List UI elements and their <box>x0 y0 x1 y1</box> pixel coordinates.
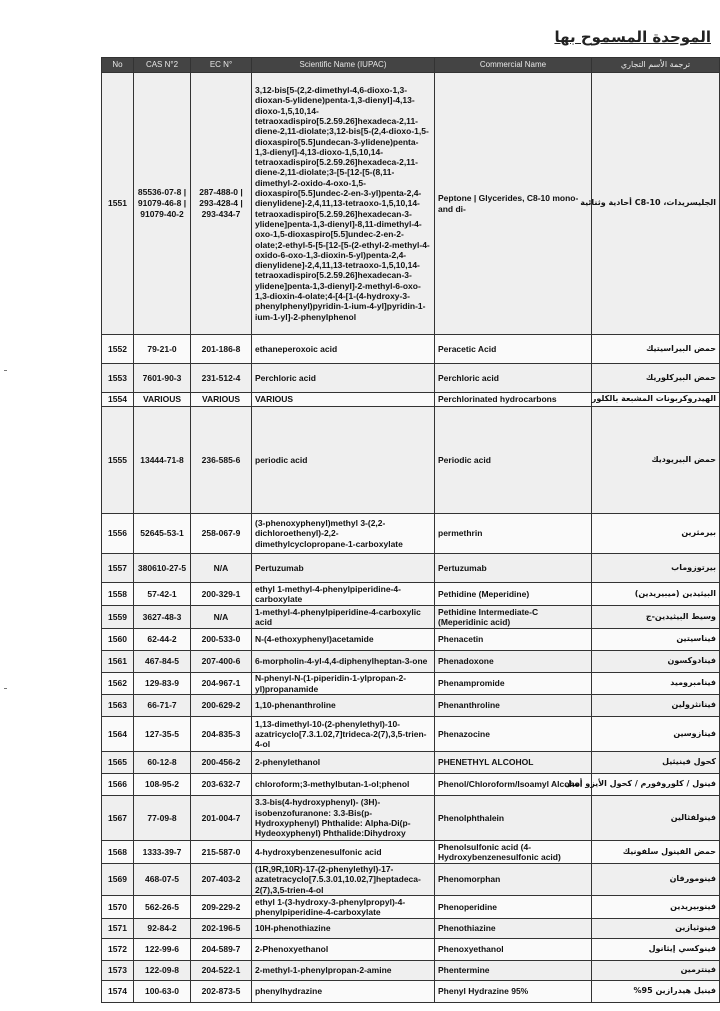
table-cell-scientific-name: 1-methyl-4-phenylpiperidine-4-carboxylic acid <box>252 606 435 629</box>
table-row <box>102 796 720 841</box>
table-cell-ec: 200-629-2 <box>191 695 252 717</box>
table-cell-scientific-name: 3,12-bis[5-(2,2-dimethyl-4,6-dioxo-1,3-dioxan-5-ylidene)penta-1,3-dienyl]-4,13-dioxo-1,5,10,14-tetraoxadispiro[5.2.59.26]hexadeca-2,11-diene-2,11-diolate;3,12-bis[5-(2,4-dioxo-1,5-dioxaspiro[5.5]undecan-3-ylidene)penta-1,3-dienyl]-4,13-dioxo-1,5,10,14-tetraoxadispiro[5.2.59.26]hexadeca-2,11-diene-2,11-diolate;3-[5-[12-[5-(8,11-dimethyl-2-oxido-4-oxo-1,5-dioxaspiro[5.5]undec-2-en-3-yl)penta-2,4-dienylidene]-2,4,11,13-tetraoxo-1,5,10,14-tetraoxadispiro[5.2.59.26]hexadecan-3-ylidene]penta-1,3-dienyl]-8,11-dimethyl-4-oxo-1,5-dioxaspiro[5.5]undec-2-en-2-olate;2-ethyl-5-[5-[12-[5-(2-ethyl-2-methyl-4-oxido-6-oxo-1,3-dioxin-5-yl)penta-2,4-dienylidene]-2,4,11,13-tetraoxo-1,5,10,14-tetraoxadispiro[5.2.59.26]hexadecan-3-ylidene]penta-1,3-dienyl]-2-methyl-6-oxo-1,3-dioxin-4-olate;4-[4-[1-(4-hydroxy-3-phenylphenyl)pyridin-1-ium-4-yl]pyridin-1-ium-1-yl]-2-phenylphenol <box>252 73 435 335</box>
table-cell-arabic-name: فينترمين <box>592 961 720 981</box>
table-cell-no: 1557 <box>102 554 134 583</box>
table-cell-cas: 122-09-8 <box>134 961 191 981</box>
table-cell-ec: 204-835-3 <box>191 717 252 752</box>
table-row <box>102 673 720 695</box>
table-cell-scientific-name: 4-hydroxybenzenesulfonic acid <box>252 841 435 864</box>
table-cell-no: 1552 <box>102 335 134 364</box>
table-cell-arabic-name: فينول / كلوروفورم / كحول الأيزو أميل <box>592 774 720 796</box>
table-cell-cas: 85536-07-8 | 91079-46-8 | 91079-40-2 <box>134 73 191 335</box>
table-cell-arabic-name: فينازوسين <box>592 717 720 752</box>
table-cell-commercial-name: Phenomorphan <box>435 864 592 896</box>
table-cell-commercial-name: Phenol/Chloroform/Isoamyl Alcohol <box>435 774 592 796</box>
table-cell-no: 1558 <box>102 583 134 606</box>
table-cell-no: 1556 <box>102 514 134 554</box>
table-cell-arabic-name: الجليسريدات، C8-10 أحادية وثنائية <box>592 73 720 335</box>
table-cell-commercial-name: Phenolsulfonic acid (4-Hydroxybenzenesulfonic acid) <box>435 841 592 864</box>
table-cell-scientific-name: phenylhydrazine <box>252 981 435 1003</box>
table-cell-commercial-name: Phenacetin <box>435 629 592 651</box>
table-cell-cas: 7601-90-3 <box>134 364 191 393</box>
table-cell-arabic-name: حمض البيركلوريك <box>592 364 720 393</box>
table-cell-ec: 201-004-7 <box>191 796 252 841</box>
table-cell-scientific-name: 2-methyl-1-phenylpropan-2-amine <box>252 961 435 981</box>
table-cell-cas: 60-12-8 <box>134 752 191 774</box>
table-cell-no: 1564 <box>102 717 134 752</box>
table-cell-ec: N/A <box>191 606 252 629</box>
table-cell-scientific-name: 10H-phenothiazine <box>252 919 435 939</box>
margin-mark <box>4 370 7 371</box>
table-cell-commercial-name: PHENETHYL ALCOHOL <box>435 752 592 774</box>
page-title: الموحدة المسموح بها <box>554 28 711 46</box>
table-cell-ec: 236-585-6 <box>191 407 252 514</box>
table-cell-commercial-name: Phenothiazine <box>435 919 592 939</box>
table-cell-arabic-name: فينوثيازين <box>592 919 720 939</box>
table-row <box>102 841 720 864</box>
table-row <box>102 606 720 629</box>
table-cell-scientific-name: 2-Phenoxyethanol <box>252 939 435 961</box>
table-cell-no: 1569 <box>102 864 134 896</box>
margin-mark <box>4 688 7 689</box>
table-cell-scientific-name: Perchloric acid <box>252 364 435 393</box>
table-cell-commercial-name: Phenoperidine <box>435 896 592 919</box>
table-cell-cas: 13444-71-8 <box>134 407 191 514</box>
table-cell-no: 1561 <box>102 651 134 673</box>
table-cell-commercial-name: Phenampromide <box>435 673 592 695</box>
table-cell-arabic-name: البيثيدين (ميبيريدين) <box>592 583 720 606</box>
table-cell-commercial-name: Peracetic Acid <box>435 335 592 364</box>
table-cell-cas: 57-42-1 <box>134 583 191 606</box>
table-cell-ec: 258-067-9 <box>191 514 252 554</box>
table-cell-scientific-name: periodic acid <box>252 407 435 514</box>
column-header-scientific-name: Scientific Name (IUPAC) <box>252 58 435 73</box>
table-cell-commercial-name: Perchlorinated hydrocarbons <box>435 393 592 407</box>
table-cell-no: 1560 <box>102 629 134 651</box>
table-cell-cas: 3627-48-3 <box>134 606 191 629</box>
table-cell-arabic-name: بيرمثرين <box>592 514 720 554</box>
table-cell-ec: 204-589-7 <box>191 939 252 961</box>
table-cell-cas: 562-26-5 <box>134 896 191 919</box>
substances-table <box>101 57 720 1003</box>
table-cell-cas: 467-84-5 <box>134 651 191 673</box>
table-cell-ec: 231-512-4 <box>191 364 252 393</box>
table-cell-cas: 79-21-0 <box>134 335 191 364</box>
table-cell-commercial-name: Phenyl Hydrazine 95% <box>435 981 592 1003</box>
table-row <box>102 752 720 774</box>
table-cell-arabic-name: فينانثرولين <box>592 695 720 717</box>
table-cell-no: 1574 <box>102 981 134 1003</box>
table-cell-ec: 203-632-7 <box>191 774 252 796</box>
table-cell-no: 1571 <box>102 919 134 939</box>
table-cell-ec: 202-873-5 <box>191 981 252 1003</box>
table-cell-scientific-name: N-(4-ethoxyphenyl)acetamide <box>252 629 435 651</box>
column-header-commercial-name: Commercial Name <box>435 58 592 73</box>
table-cell-ec: 200-329-1 <box>191 583 252 606</box>
table-cell-cas: 129-83-9 <box>134 673 191 695</box>
table-cell-no: 1570 <box>102 896 134 919</box>
table-row <box>102 939 720 961</box>
table-cell-arabic-name: كحول فينيثيل <box>592 752 720 774</box>
table-cell-cas: 108-95-2 <box>134 774 191 796</box>
table-header-row <box>102 58 720 73</box>
table-cell-scientific-name: 1,13-dimethyl-10-(2-phenylethyl)-10-azatricyclo[7.3.1.02,7]trideca-2(7),3,5-trien-4-ol <box>252 717 435 752</box>
table-row <box>102 717 720 752</box>
table-cell-no: 1567 <box>102 796 134 841</box>
table-cell-arabic-name: فينولفثالين <box>592 796 720 841</box>
table-cell-commercial-name: Pethidine (Meperidine) <box>435 583 592 606</box>
table-row <box>102 407 720 514</box>
table-cell-commercial-name: Pertuzumab <box>435 554 592 583</box>
table-cell-commercial-name: Phenoxyethanol <box>435 939 592 961</box>
table-cell-commercial-name: Phenolphthalein <box>435 796 592 841</box>
table-cell-cas: 122-99-6 <box>134 939 191 961</box>
table-row <box>102 651 720 673</box>
table-cell-arabic-name: فينوكسي إيثانول <box>592 939 720 961</box>
table-cell-cas: 468-07-5 <box>134 864 191 896</box>
table-cell-cas: 77-09-8 <box>134 796 191 841</box>
table-cell-no: 1551 <box>102 73 134 335</box>
table-cell-arabic-name: حمض البيريوديك <box>592 407 720 514</box>
table-cell-no: 1563 <box>102 695 134 717</box>
table-cell-scientific-name: 1,10-phenanthroline <box>252 695 435 717</box>
table-cell-no: 1559 <box>102 606 134 629</box>
table-cell-scientific-name: ethyl 1-(3-hydroxy-3-phenylpropyl)-4-phenylpiperidine-4-carboxylate <box>252 896 435 919</box>
table-cell-no: 1555 <box>102 407 134 514</box>
table-cell-cas: 62-44-2 <box>134 629 191 651</box>
table-cell-cas: 127-35-5 <box>134 717 191 752</box>
table-cell-scientific-name: 6-morpholin-4-yl-4,4-diphenylheptan-3-one <box>252 651 435 673</box>
table-cell-commercial-name: permethrin <box>435 514 592 554</box>
table-cell-ec: N/A <box>191 554 252 583</box>
table-row <box>102 695 720 717</box>
table-row <box>102 364 720 393</box>
table-cell-ec: 204-522-1 <box>191 961 252 981</box>
table-cell-ec: 201-186-8 <box>191 335 252 364</box>
table-row <box>102 981 720 1003</box>
table-cell-commercial-name: Phentermine <box>435 961 592 981</box>
table-cell-ec: 209-229-2 <box>191 896 252 919</box>
table-cell-cas: 1333-39-7 <box>134 841 191 864</box>
table-cell-arabic-name: وسيط البيثيدين-ج <box>592 606 720 629</box>
column-header-arabic-name: ترجمة الأسم التجاري <box>592 58 720 73</box>
table-cell-no: 1562 <box>102 673 134 695</box>
table-cell-cas: 380610-27-5 <box>134 554 191 583</box>
table-row <box>102 393 720 407</box>
table-cell-commercial-name: Pethidine Intermediate-C (Meperidinic acid) <box>435 606 592 629</box>
table-cell-ec: 202-196-5 <box>191 919 252 939</box>
table-cell-no: 1572 <box>102 939 134 961</box>
table-cell-ec: VARIOUS <box>191 393 252 407</box>
table-cell-scientific-name: (3-phenoxyphenyl)methyl 3-(2,2-dichloroethenyl)-2,2-dimethylcyclopropane-1-carboxylate <box>252 514 435 554</box>
table-row <box>102 864 720 896</box>
table-row <box>102 554 720 583</box>
table-cell-arabic-name: فينومورفان <box>592 864 720 896</box>
table-cell-arabic-name: فينيل هيدرازين 95% <box>592 981 720 1003</box>
table-cell-arabic-name: فينادوكسون <box>592 651 720 673</box>
table-cell-cas: 100-63-0 <box>134 981 191 1003</box>
table-row <box>102 919 720 939</box>
table-cell-ec: 207-400-6 <box>191 651 252 673</box>
table-cell-commercial-name: Peptone | Glycerides, C8-10 mono-and di- <box>435 73 592 335</box>
table-cell-ec: 287-488-0 | 293-428-4 | 293-434-7 <box>191 73 252 335</box>
table-cell-commercial-name: Perchloric acid <box>435 364 592 393</box>
table-row <box>102 774 720 796</box>
table-cell-scientific-name: 2-phenylethanol <box>252 752 435 774</box>
table-cell-scientific-name: ethyl 1-methyl-4-phenylpiperidine-4-carboxylate <box>252 583 435 606</box>
table-cell-arabic-name: بيرتوزوماب <box>592 554 720 583</box>
table-cell-scientific-name: (1R,9R,10R)-17-(2-phenylethyl)-17-azatetracyclo[7.5.3.01,10.02,7]heptadeca-2(7),3,5-trien-4-ol <box>252 864 435 896</box>
table-cell-no: 1573 <box>102 961 134 981</box>
table-cell-scientific-name: chloroform;3-methylbutan-1-ol;phenol <box>252 774 435 796</box>
table-cell-ec: 207-403-2 <box>191 864 252 896</box>
table-row <box>102 583 720 606</box>
table-cell-arabic-name: حمض البيراسيتيك <box>592 335 720 364</box>
table-cell-scientific-name: 3.3-bis(4-hydroxyphenyl)- (3H)- isobenzofuranone: 3.3-Bis(p-Hydroxyphenyl) Phthalide: Alpha-Di(p-Hydeoxyphenyl) Phthalide:Dihydroxy <box>252 796 435 841</box>
column-header-cas: CAS N°2 <box>134 58 191 73</box>
table-row <box>102 335 720 364</box>
table-cell-commercial-name: Phenazocine <box>435 717 592 752</box>
table-row <box>102 961 720 981</box>
column-header-ec: EC N° <box>191 58 252 73</box>
table-cell-no: 1554 <box>102 393 134 407</box>
table-cell-arabic-name: فينوبيريدين <box>592 896 720 919</box>
table-cell-scientific-name: ethaneperoxoic acid <box>252 335 435 364</box>
table-cell-cas: 92-84-2 <box>134 919 191 939</box>
table-cell-scientific-name: VARIOUS <box>252 393 435 407</box>
table-cell-no: 1565 <box>102 752 134 774</box>
table-cell-commercial-name: Phenadoxone <box>435 651 592 673</box>
table-row <box>102 514 720 554</box>
table-row <box>102 896 720 919</box>
table-cell-cas: VARIOUS <box>134 393 191 407</box>
table-cell-cas: 52645-53-1 <box>134 514 191 554</box>
table-cell-ec: 215-587-0 <box>191 841 252 864</box>
table-cell-no: 1553 <box>102 364 134 393</box>
table-cell-no: 1566 <box>102 774 134 796</box>
table-cell-ec: 204-967-1 <box>191 673 252 695</box>
column-header-no: No <box>102 58 134 73</box>
table-cell-arabic-name: حمض الفينول سلفونيك <box>592 841 720 864</box>
table-cell-commercial-name: Periodic acid <box>435 407 592 514</box>
table-cell-arabic-name: الهيدروكربونات المشبعة بالكلور <box>592 393 720 407</box>
table-row <box>102 629 720 651</box>
table-cell-ec: 200-456-2 <box>191 752 252 774</box>
table-row <box>102 73 720 335</box>
table-cell-cas: 66-71-7 <box>134 695 191 717</box>
table-cell-no: 1568 <box>102 841 134 864</box>
table-cell-arabic-name: فيناسيتين <box>592 629 720 651</box>
table-cell-commercial-name: Phenanthroline <box>435 695 592 717</box>
table-cell-scientific-name: N-phenyl-N-(1-piperidin-1-ylpropan-2-yl)propanamide <box>252 673 435 695</box>
table-cell-ec: 200-533-0 <box>191 629 252 651</box>
table-cell-scientific-name: Pertuzumab <box>252 554 435 583</box>
table-cell-arabic-name: فينامبروميد <box>592 673 720 695</box>
